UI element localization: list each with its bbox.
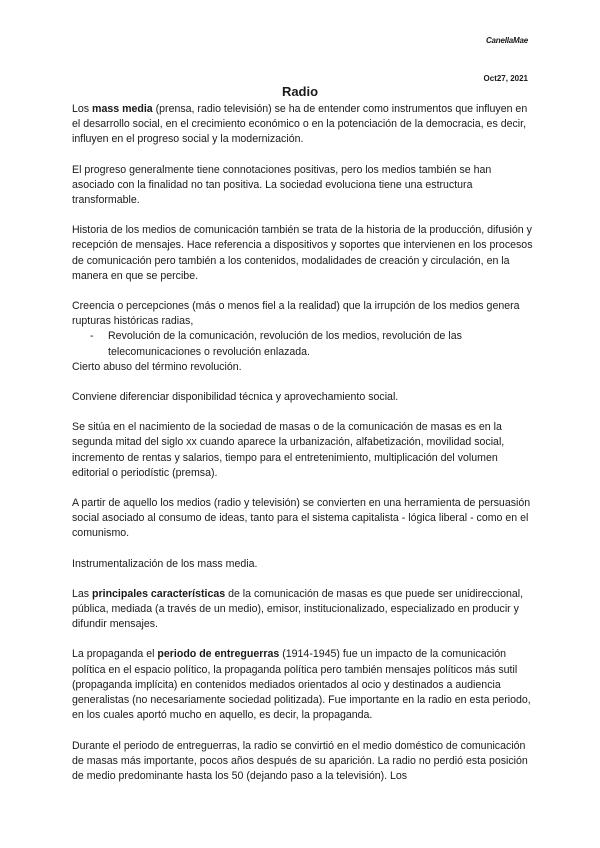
paragraph-3: Historia de los medios de comunicación también se trata de la historia de la producción, difusión y recepción de mensajes. Hace referencia a dispositivos y soportes que intervienen en los procesos de comunicación pero también a los contenidos, modalidades de creación y circulación, en la manera en que se percibe. xyxy=(72,224,533,282)
list-item xyxy=(72,329,534,359)
paragraph-4-after: Cierto abuso del término revolución. xyxy=(72,360,242,373)
bullet-dash: - xyxy=(90,330,94,343)
bold-term: periodo de entreguerras xyxy=(157,648,280,661)
paragraph-7: A partir de aquello los medios (radio y televisión) se convierten en una herramienta de persuasión social asociado al consumo de ideas, tanto para el sistema capitalista - lógica liberal - como en el comunismo. xyxy=(72,497,531,540)
author-name: CanellaMae xyxy=(485,36,528,45)
paragraph-10: La propaganda el periodo de entreguerras (1914-1945) fue un impacto de la comunicación política en el espacio político, la propaganda política pero también mensajes políticos más sutil (propaganda implícita) en contenidos mediados orientados al ocio y destinados a audiencia generalistas (no necesariamente sociedad politizada). Fue importante en la radio en esta periodo, en los cuales aportó mucho en aquello, es decir, la propaganda. xyxy=(72,648,531,722)
paragraph-9: Las principales características de la comunicación de masas es que puede ser unidireccional, pública, mediada (a través de un medio), emisor, institucionalizado, especializado en producir y difundir mensajes. xyxy=(72,587,524,631)
paragraph-4: Creencia o percepciones (más o menos fiel a la realidad) que la irrupción de los medios genera rupturas históricas radias, xyxy=(72,300,520,328)
paragraph-8: Instrumentalización de los mass media. xyxy=(72,557,258,570)
paragraph-1: Los mass media (prensa, radio televisión) se ha de entender como instrumentos que influyen en el desarrollo social, en el crecimiento económico o en la potenciación de la democracia, es decir, influyen en el progreso social y la modernización. xyxy=(72,103,528,146)
paragraph-5: Conviene diferenciar disponibilidad técnica y aprovechamiento social. xyxy=(72,391,399,404)
document-date: Oct27, 2021 xyxy=(483,74,528,83)
list-item-text: Revolución de la comunicación, revolución de los medios, revolución de las telecomunicaciones o revolución enlazada. xyxy=(108,330,462,358)
paragraph-11: Durante el periodo de entreguerras, la radio se convirtió en el medio doméstico de comunicación de masas más importante, pocos años después de su aparición. La radio no perdió esta posición de medio predominante hasta los 50 (dejando paso a la televisión). Los xyxy=(72,739,528,782)
bold-term: mass media xyxy=(92,103,153,115)
page-title: Radio xyxy=(281,84,319,99)
document-body xyxy=(72,102,534,784)
bold-term: principales características xyxy=(92,587,226,600)
paragraph-6: Se sitúa en el nacimiento de la sociedad de masas o de la comunicación de masas es en la segunda mitad del siglo xx cuando aparece la urbanización, alfabetización, movilidad social, incremento de rentas y salarios, tiempo para el entretenimiento, multiplicación del volumen editorial o periodístic (premsa). xyxy=(72,421,505,479)
paragraph-2: El progreso generalmente tiene connotaciones positivas, pero los medios también se han asociado con la finalidad no tan positiva. La sociedad evoluciona tiene una estructura transformable. xyxy=(72,163,492,207)
